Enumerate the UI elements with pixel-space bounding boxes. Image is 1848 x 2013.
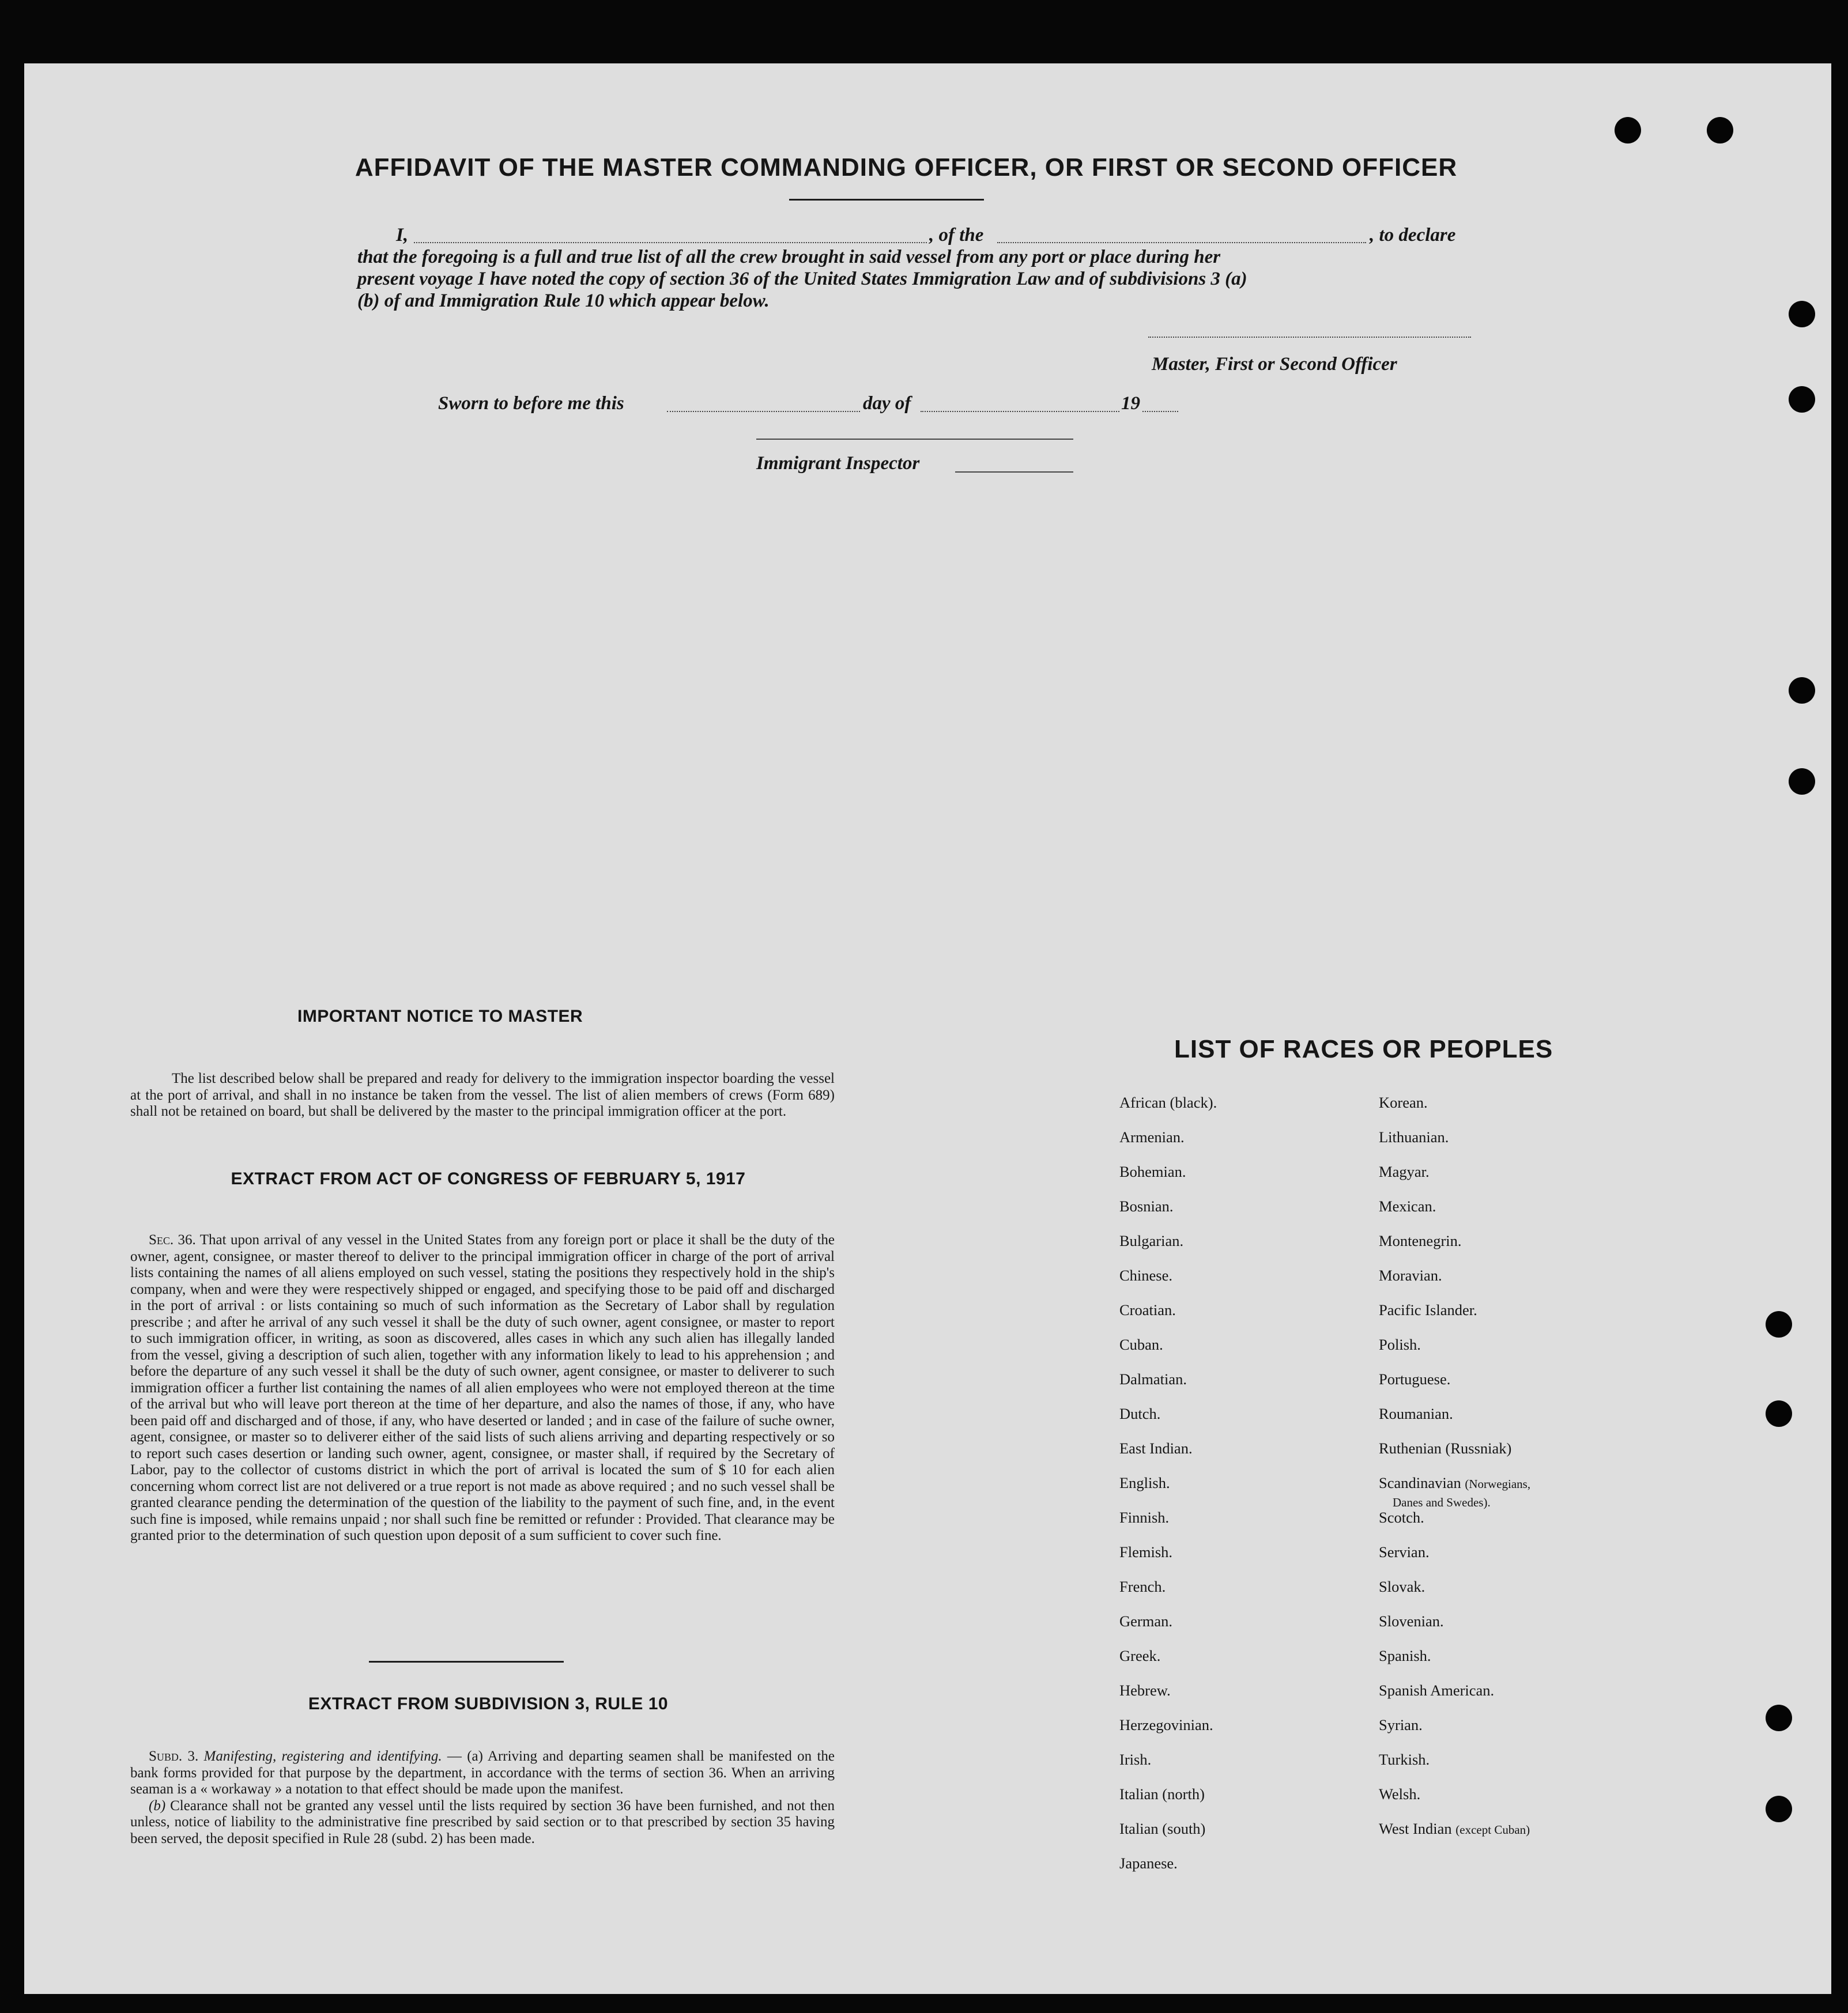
subd-title: Manifesting, registering and identifying. xyxy=(203,1748,442,1764)
race-item: Ruthenian (Russniak) xyxy=(1379,1440,1512,1457)
subd-text-b: Clearance shall not be granted any vessel until the lists required by section 36 have been furnished, and not then unless, notice of liability to the administrative fine prescribed by said section or to that prescribed by section 35 having been served, the deposit specified in Rule 28 (subd. 2) has been made. xyxy=(130,1797,835,1846)
race-item: African (black). xyxy=(1119,1094,1217,1111)
race-item: Dutch. xyxy=(1119,1405,1161,1422)
race-item: Welsh. xyxy=(1379,1785,1421,1803)
race-name: Scandinavian xyxy=(1379,1474,1461,1491)
race-item: Italian (north) xyxy=(1119,1785,1205,1803)
title-rule xyxy=(789,199,984,201)
race-item: Slovak. xyxy=(1379,1578,1425,1595)
race-item: French. xyxy=(1119,1578,1166,1595)
sworn-day-field[interactable] xyxy=(667,411,860,412)
declaration-line-2: that the foregoing is a full and true list of all the crew brought in said vessel from any port or place during her xyxy=(357,247,1221,267)
race-item: Spanish American. xyxy=(1379,1682,1495,1699)
race-item: Moravian. xyxy=(1379,1267,1442,1284)
race-item: Bulgarian. xyxy=(1119,1232,1184,1249)
races-right-column xyxy=(1379,1094,1530,1855)
race-item: Portuguese. xyxy=(1379,1370,1451,1388)
race-item: Servian. xyxy=(1379,1543,1430,1561)
day-of-label: day of xyxy=(863,393,911,414)
officer-signature-field[interactable] xyxy=(1148,337,1471,338)
punch-hole xyxy=(1615,117,1641,143)
punch-hole xyxy=(1707,117,1733,143)
inspector-caption: Immigrant Inspector xyxy=(756,453,920,474)
race-item: East Indian. xyxy=(1119,1440,1193,1457)
race-item: Chinese. xyxy=(1119,1267,1172,1284)
rule-heading: EXTRACT FROM SUBDIVISION 3, RULE 10 xyxy=(308,1694,669,1713)
year-prefix: 19 xyxy=(1121,393,1140,414)
inspector-signature-line xyxy=(756,439,1073,440)
race-item: Herzegovinian. xyxy=(1119,1716,1213,1733)
punch-hole xyxy=(1789,301,1815,327)
vessel-name-field[interactable] xyxy=(997,242,1366,243)
declaration-line-3: present voyage I have noted the copy of section 36 of the United States Immigration Law and of subdivisions 3 (a) xyxy=(357,269,1247,289)
race-item: Turkish. xyxy=(1379,1751,1430,1768)
race-item: Armenian. xyxy=(1119,1128,1185,1146)
of-the-label: , of the xyxy=(929,225,984,246)
race-item: Dalmatian. xyxy=(1119,1370,1187,1388)
act-rule xyxy=(369,1661,564,1663)
race-item: Japanese. xyxy=(1119,1855,1178,1872)
act-text xyxy=(130,1232,835,1544)
section-label: Sec. 36. xyxy=(149,1232,196,1248)
subd-label: Subd. 3. xyxy=(149,1748,199,1764)
affidavit-title: AFFIDAVIT OF THE MASTER COMMANDING OFFICER, OR FIRST OR SECOND OFFICER xyxy=(354,153,1458,182)
race-item: Spanish. xyxy=(1379,1647,1431,1664)
race-item: Mexican. xyxy=(1379,1198,1436,1215)
race-item: Montenegrin. xyxy=(1379,1232,1462,1249)
subd-text-a: — (a) Arriving and departing seamen shall be manifested on the bank forms provided for that purpose by the department, in accordance with the terms of section 36. When an arriving seaman is a « workaway » a notation to that effect should be made upon the manifest. xyxy=(130,1748,835,1797)
race-item: Greek. xyxy=(1119,1647,1161,1664)
race-item: Irish. xyxy=(1119,1751,1152,1768)
race-item: Hebrew. xyxy=(1119,1682,1171,1699)
race-item: Pacific Islander. xyxy=(1379,1301,1477,1319)
sworn-year-field[interactable] xyxy=(1142,411,1178,412)
race-item-west-indian xyxy=(1379,1820,1530,1855)
races-left-column xyxy=(1119,1094,1217,1889)
declarant-prefix: I, xyxy=(396,225,409,246)
sworn-label: Sworn to before me this xyxy=(438,393,624,414)
form-sheet xyxy=(24,63,1831,1994)
punch-hole xyxy=(1766,1796,1792,1822)
race-item: Italian (south) xyxy=(1119,1820,1206,1837)
race-item: Flemish. xyxy=(1119,1543,1173,1561)
race-item: Finnish. xyxy=(1119,1509,1170,1526)
act-heading: EXTRACT FROM ACT OF CONGRESS OF FEBRUARY 5, 1917 xyxy=(231,1169,746,1188)
signature-caption: Master, First or Second Officer xyxy=(1152,354,1397,375)
race-item: Roumanian. xyxy=(1379,1405,1453,1422)
races-title: LIST OF RACES OR PEOPLES xyxy=(1174,1035,1553,1063)
declarant-name-field[interactable] xyxy=(414,242,927,243)
section-body: That upon arrival of any vessel in the United States from any foreign port or place it shall be the duty of the owner, agent, consignee, or master thereof to deliver to the principal immigration officer in charge of the port of arrival lists containing the names of all aliens employed on such vessel, stating the positions they respectively hold in the ship's company, when and were they were respectively shipped or engaged, and specifying those to be paid off and discharged in the port of arrival : or lists containing so much of such information as the Secretary of Labor shall by regulation prescribe ; and after he arrival of any such vessel it shall be the duty of such owner, agent consignee, or master to report to such immigration officer, in writing, as soon as discovered, alles cases in which any such alien has illegally landed from the vessel, giving a description of such alien, together with any information likely to lead to his apprehension ; and before the departure of any such vessel it shall be the duty of such owner, agent consignee, or master to deliverer to such immigration officer a further list containing the names of all alien employees who were not employed thereon at the time of the arrival but who will leave port thereon at the time of her departure, and also the names of those, if any, who have been paid off and discharged and of those, if any, who have deserted or landed ; and in case of the failure of suche owner, agent, consignee, or master so to deliverer either of the said lists of such aliens arriving and departing respectively or so to report such cases desertion or landing such owner, agent, consignee, or master shall, if required by the Secretary of Labor, pay to the collector of customs district in which the port of arrival is located the sum of $ 10 for each alien concerning whom correct list are not delivered or a true report is not made as above required ; and no such vessel shall be granted clearance pending the determination of the question of the liability to the payment of such fine, and, in the event such fine is imposed, while remains unpaid ; nor shall such fine be remitted or refunder : Provided. That clearance may be granted prior to the determination of such question upon deposit of a sum sufficient to cover such fine. xyxy=(130,1232,835,1543)
race-note: (Norwegians, xyxy=(1465,1477,1531,1491)
race-name: West Indian xyxy=(1379,1820,1452,1837)
punch-hole xyxy=(1766,1311,1792,1338)
race-note: Danes and Swedes). xyxy=(1393,1495,1491,1509)
inspector-name-line[interactable] xyxy=(955,471,1073,473)
subd-label-b: (b) xyxy=(149,1797,166,1814)
punch-hole xyxy=(1766,1705,1792,1731)
race-item: English. xyxy=(1119,1474,1170,1491)
race-item: Bosnian. xyxy=(1119,1198,1174,1215)
race-item: Polish. xyxy=(1379,1336,1421,1353)
race-item-scandinavian xyxy=(1379,1474,1530,1509)
to-declare-label: , to declare xyxy=(1370,225,1456,246)
notice-text: The list described below shall be prepared and ready for delivery to the immigration inspector boarding the vessel at the port of arrival, and shall in no instance be taken from the vessel. The list of alien members of crews (Form 689) shall not be retained on board, but shall be delivered by the master to the principal immigration officer at the port. xyxy=(130,1071,835,1119)
sworn-month-field[interactable] xyxy=(921,411,1119,412)
notice-heading: IMPORTANT NOTICE TO MASTER xyxy=(297,1007,583,1026)
punch-hole xyxy=(1789,386,1815,413)
race-item: Syrian. xyxy=(1379,1716,1423,1733)
declaration-line-4: (b) of and Immigration Rule 10 which appear below. xyxy=(357,290,770,311)
race-item: Bohemian. xyxy=(1119,1163,1186,1180)
race-note: (except Cuban) xyxy=(1455,1823,1530,1837)
race-item: Cuban. xyxy=(1119,1336,1163,1353)
rule-text xyxy=(130,1748,835,1847)
punch-hole xyxy=(1789,677,1815,704)
race-item: Slovenian. xyxy=(1379,1612,1444,1630)
race-item: Croatian. xyxy=(1119,1301,1176,1319)
punch-hole xyxy=(1766,1400,1792,1427)
race-item: Scotch. xyxy=(1379,1509,1424,1526)
race-item: Lithuanian. xyxy=(1379,1128,1449,1146)
race-item: German. xyxy=(1119,1612,1172,1630)
race-item: Korean. xyxy=(1379,1094,1428,1111)
punch-hole xyxy=(1789,768,1815,795)
race-item: Magyar. xyxy=(1379,1163,1430,1180)
